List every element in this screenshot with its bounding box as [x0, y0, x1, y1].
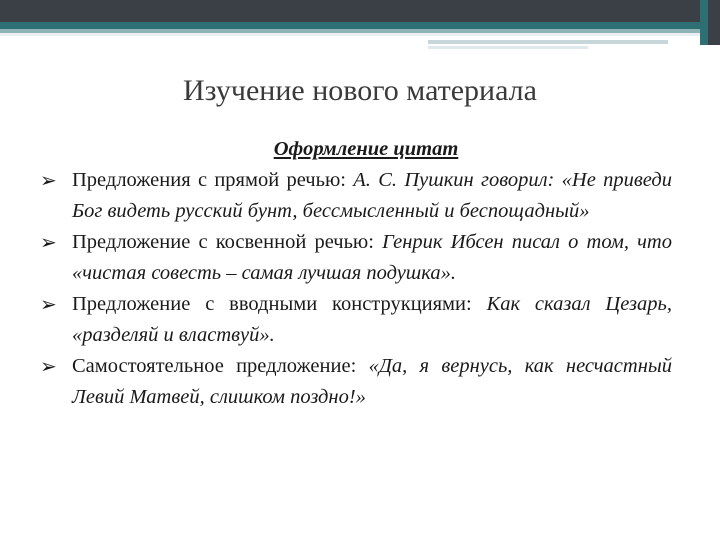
item-quote: А. С. Пушкин говорил: «Не приведи Бог видеть русский бунт, бессмысленный и беспощадный» [72, 169, 672, 222]
header-accent-line-short [428, 46, 588, 49]
item-quote: Генрик Ибсен писал о том, что «чистая совесть – самая лучшая подушка». [72, 231, 672, 284]
item-quote: Как сказал Цезарь, «разделяй и властвуй». [72, 293, 672, 346]
header-band-teal [0, 22, 700, 29]
arrowhead-bullet-icon: ➢ [40, 354, 57, 378]
header-band-dark [0, 0, 700, 22]
arrowhead-bullet-icon: ➢ [40, 292, 57, 316]
item-label: Предложение с вводными конструкциями: [72, 293, 487, 315]
corner-tab-accent [700, 0, 708, 45]
item-label: Самостоятельное предложение: [72, 355, 369, 377]
item-quote: «Да, я вернусь, как несчастный Левий Матвей, слишком поздно!» [72, 355, 672, 408]
list-item [40, 289, 672, 351]
list-item [40, 227, 672, 289]
arrowhead-bullet-icon: ➢ [40, 230, 57, 254]
item-label: Предложение с косвенной речью: [72, 231, 383, 253]
slide-subtitle: Оформление цитат [273, 138, 459, 160]
list-item [40, 351, 672, 413]
header-band-light [0, 33, 700, 36]
header-accent-line [428, 40, 668, 44]
item-label: Предложения с прямой речью: [72, 169, 354, 191]
arrowhead-bullet-icon: ➢ [40, 168, 57, 192]
slide-title: Изучение нового материала [183, 74, 537, 107]
slide-content [40, 134, 672, 413]
list-item [40, 165, 672, 227]
